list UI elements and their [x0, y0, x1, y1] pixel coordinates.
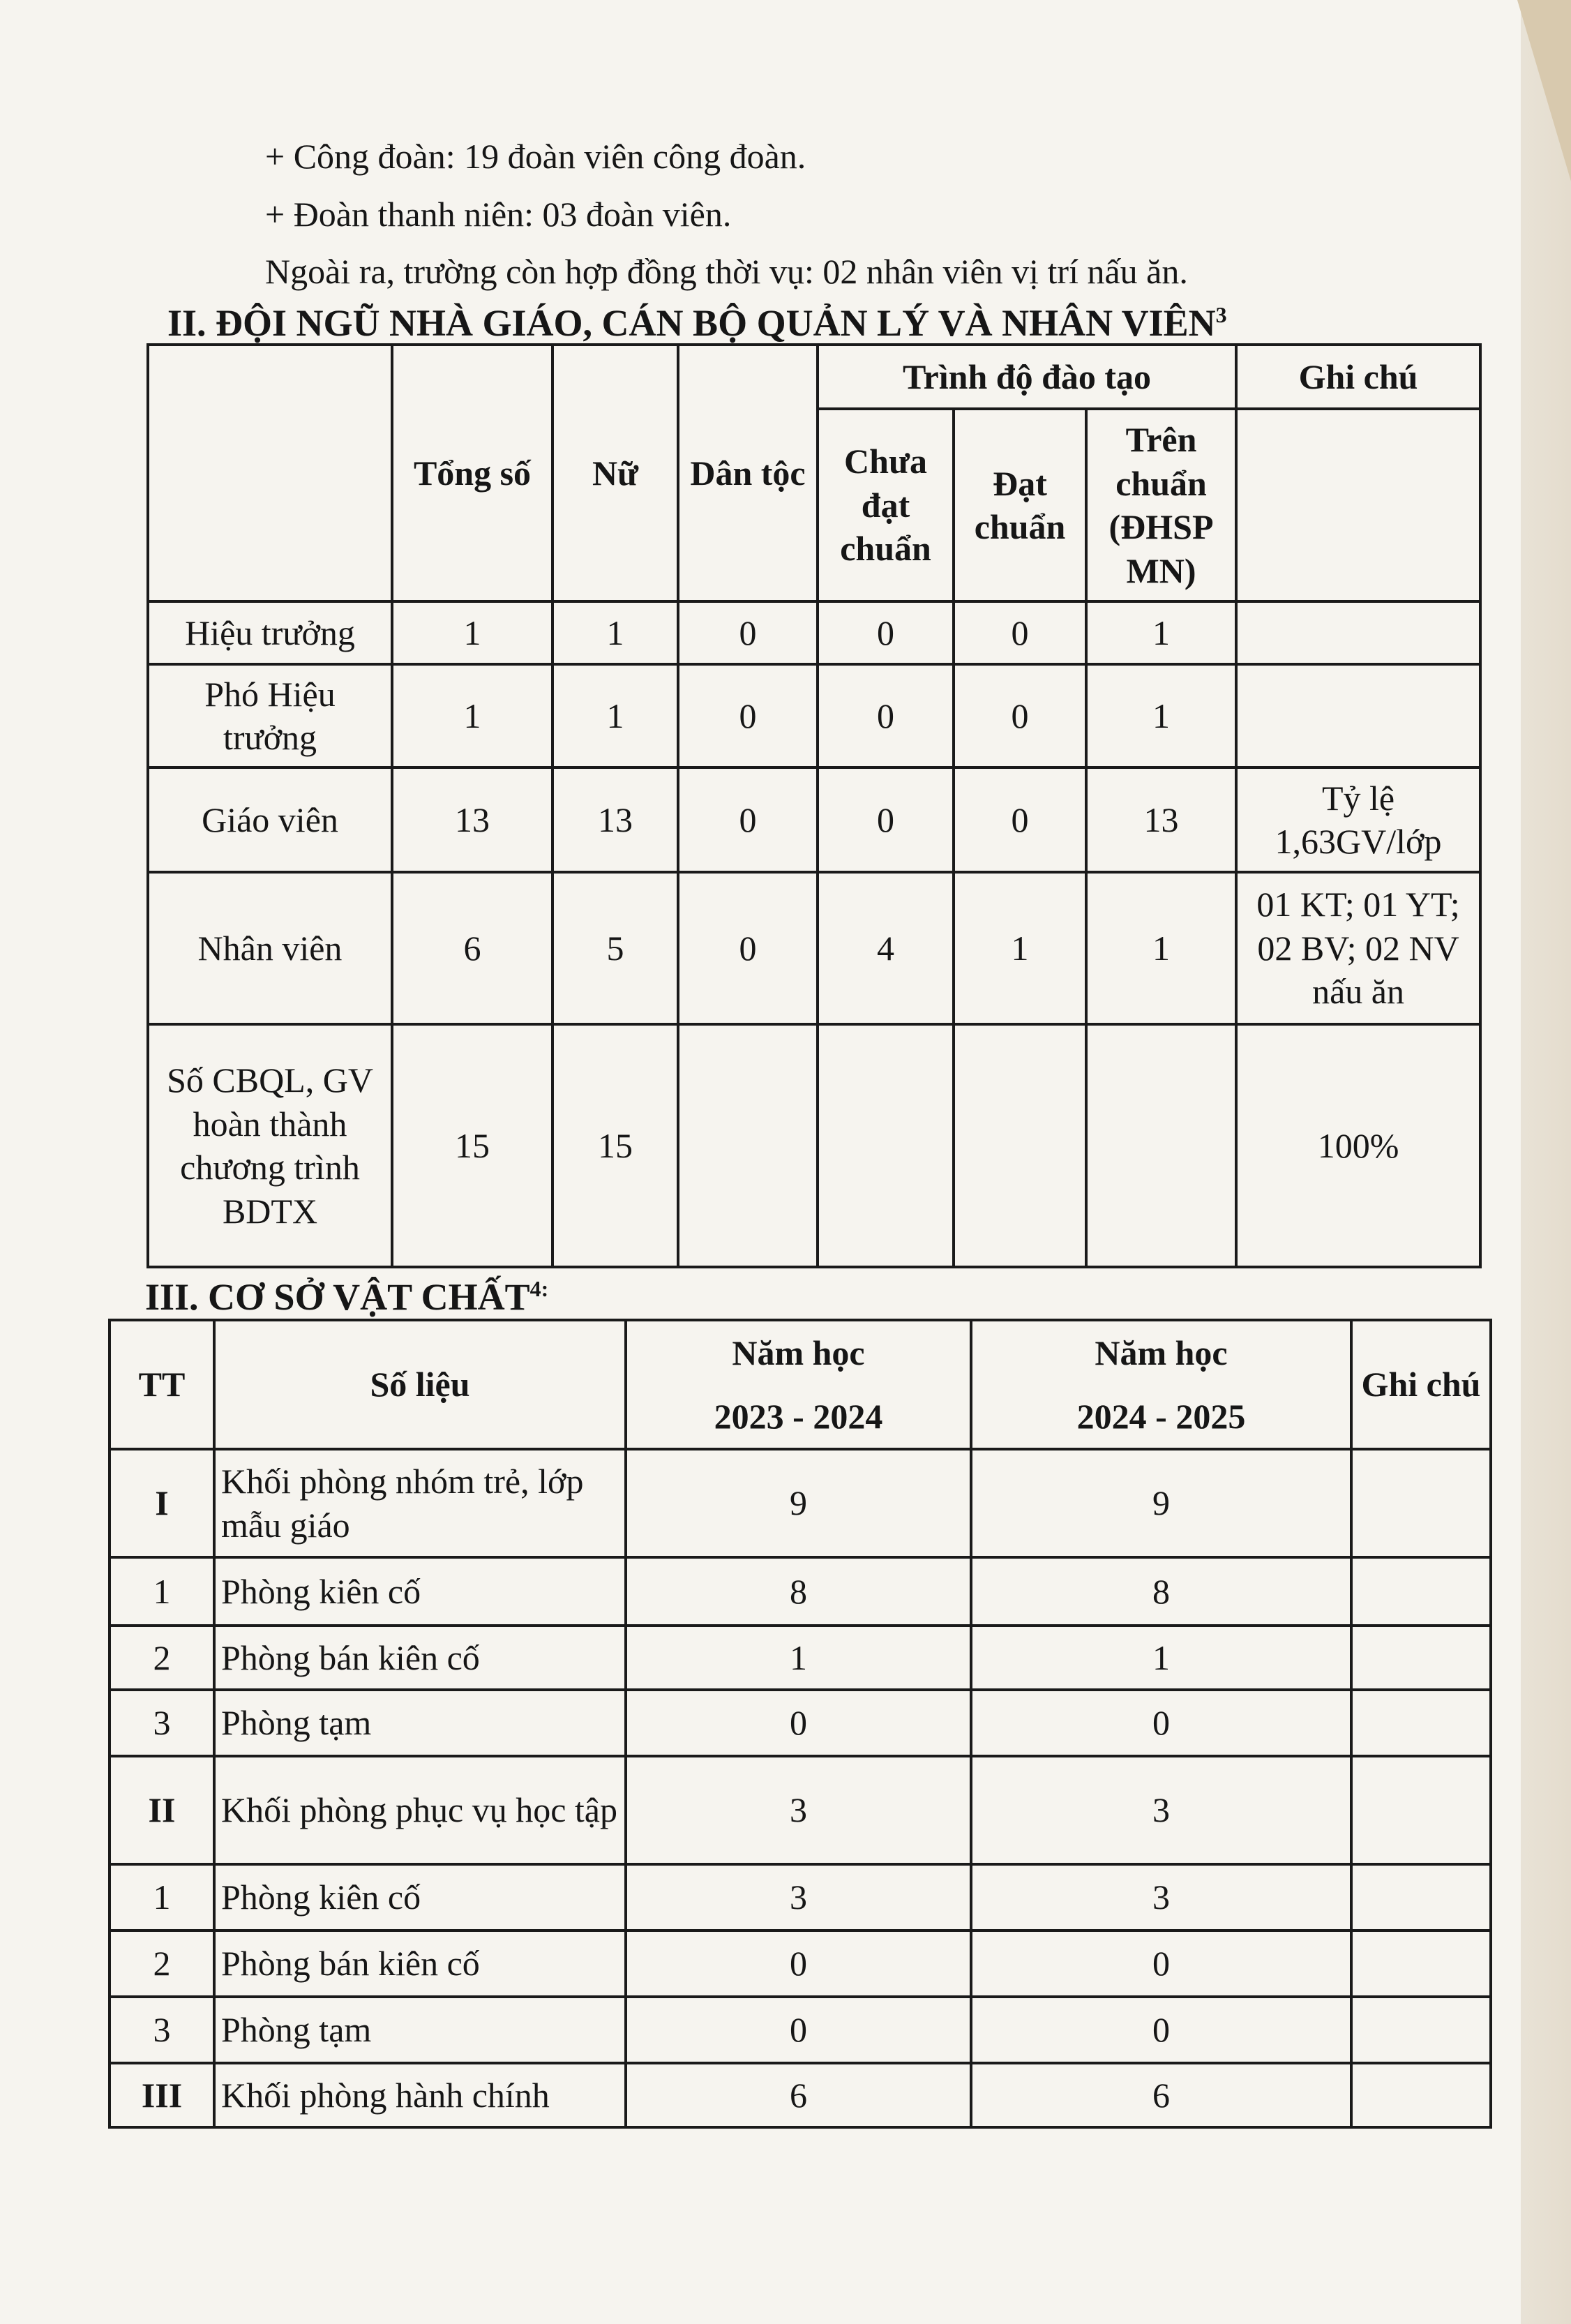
cell-not-standard: 0 [818, 601, 954, 664]
cell-note [1236, 664, 1480, 767]
cell-year-2: 3 [971, 1756, 1351, 1864]
cell-ethnic: 0 [678, 767, 818, 872]
cell-standard [954, 1024, 1086, 1267]
cell-total: 1 [392, 664, 553, 767]
year-1-label: Năm học [732, 1333, 865, 1372]
cell-ethnic: 0 [678, 872, 818, 1024]
header-training-level: Trình độ đào tạo [818, 345, 1236, 409]
cell-note [1351, 1449, 1491, 1557]
cell-year-1: 0 [626, 1997, 971, 2063]
cell-standard: 1 [954, 872, 1086, 1024]
row-label: Phó Hiệu trưởng [148, 664, 392, 767]
cell-not-standard: 4 [818, 872, 954, 1024]
cell-item: Phòng tạm [214, 1690, 626, 1756]
cell-no: 2 [110, 1626, 214, 1690]
cell-year-1: 6 [626, 2063, 971, 2127]
facilities-heading: III. CƠ SỞ VẬT CHẤT$^{4:}$ [145, 1276, 549, 1318]
cell-note [1351, 1756, 1491, 1864]
union-line: + Công đoàn: 19 đoàn viên công đoàn. [265, 137, 806, 176]
staff-heading: II. ĐỘI NGŨ NHÀ GIÁO, CÁN BỘ QUẢN LÝ VÀ NHÂN VIÊN$^3$ [167, 302, 1227, 344]
cell-item: Phòng bán kiên cố [214, 1931, 626, 1997]
row-label: Nhân viên [148, 872, 392, 1024]
header-note-blank [1236, 409, 1480, 601]
table-row [110, 2063, 1491, 2127]
cell-ethnic: 0 [678, 664, 818, 767]
cell-female: 13 [553, 767, 678, 872]
header-year-1 [626, 1320, 971, 1449]
cell-year-1: 0 [626, 1690, 971, 1756]
cell-year-2: 1 [971, 1626, 1351, 1690]
cell-total: 13 [392, 767, 553, 872]
cell-note [1236, 601, 1480, 664]
header-year-2 [971, 1320, 1351, 1449]
cell-year-1: 3 [626, 1756, 971, 1864]
extra-staff-line: Ngoài ra, trường còn hợp đồng thời vụ: 02 nhân viên vị trí nấu ăn. [265, 252, 1188, 291]
cell-year-1: 1 [626, 1626, 971, 1690]
cell-note [1351, 1997, 1491, 2063]
cell-ethnic [678, 1024, 818, 1267]
cell-item: Phòng bán kiên cố [214, 1626, 626, 1690]
cell-female: 15 [553, 1024, 678, 1267]
row-label: Số CBQL, GV hoàn thành chương trình BDTX [148, 1024, 392, 1267]
table-row [110, 1864, 1491, 1931]
cell-year-2: 3 [971, 1864, 1351, 1931]
cell-no: II [110, 1756, 214, 1864]
cell-standard: 0 [954, 601, 1086, 664]
cell-year-1: 8 [626, 1557, 971, 1626]
cell-item: Phòng tạm [214, 1997, 626, 2063]
table-row [110, 1931, 1491, 1997]
facilities-table [108, 1319, 1492, 2129]
cell-female: 1 [553, 601, 678, 664]
cell-year-1: 9 [626, 1449, 971, 1557]
cell-note: Tỷ lệ 1,63GV/lớp [1236, 767, 1480, 872]
cell-above-standard: 1 [1086, 664, 1236, 767]
staff-table [146, 343, 1482, 1268]
header-item: Số liệu [214, 1320, 626, 1449]
table-row [148, 664, 1480, 767]
cell-note [1351, 2063, 1491, 2127]
row-label: Hiệu trưởng [148, 601, 392, 664]
cell-female: 5 [553, 872, 678, 1024]
header-no: TT [110, 1320, 214, 1449]
cell-total: 6 [392, 872, 553, 1024]
year-2-range: 2024 - 2025 [1076, 1396, 1246, 1436]
header-ethnic: Dân tộc [678, 345, 818, 601]
cell-no: III [110, 2063, 214, 2127]
header-female: Nữ [553, 345, 678, 601]
cell-note [1351, 1626, 1491, 1690]
staff-footnote: 3 [1215, 302, 1227, 327]
cell-note [1351, 1690, 1491, 1756]
cell-note: 100% [1236, 1024, 1480, 1267]
header-standard: Đạt chuẩn [954, 409, 1086, 601]
cell-item: Khối phòng nhóm trẻ, lớp mẫu giáo [214, 1449, 626, 1557]
header-not-standard: Chưa đạt chuẩn [818, 409, 954, 601]
cell-year-2: 9 [971, 1449, 1351, 1557]
cell-item: Khối phòng hành chính [214, 2063, 626, 2127]
staff-header-blank [148, 345, 392, 601]
table-row [148, 1024, 1480, 1267]
facilities-footnote: 4: [529, 1276, 549, 1301]
cell-female: 1 [553, 664, 678, 767]
table-row [148, 767, 1480, 872]
cell-year-2: 6 [971, 2063, 1351, 2127]
cell-above-standard: 1 [1086, 601, 1236, 664]
cell-year-2: 0 [971, 1690, 1351, 1756]
cell-year-1: 0 [626, 1931, 971, 1997]
cell-above-standard: 1 [1086, 872, 1236, 1024]
table-row [148, 601, 1480, 664]
cell-item: Phòng kiên cố [214, 1557, 626, 1626]
cell-year-2: 0 [971, 1931, 1351, 1997]
cell-no: 3 [110, 1690, 214, 1756]
table-row [110, 1997, 1491, 2063]
row-label: Giáo viên [148, 767, 392, 872]
table-row [110, 1449, 1491, 1557]
header-note: Ghi chú [1351, 1320, 1491, 1449]
cell-no: 1 [110, 1557, 214, 1626]
table-row [110, 1557, 1491, 1626]
cell-ethnic: 0 [678, 601, 818, 664]
cell-not-standard: 0 [818, 664, 954, 767]
header-above-standard: Trên chuẩn (ĐHSP MN) [1086, 409, 1236, 601]
cell-year-2: 8 [971, 1557, 1351, 1626]
cell-year-2: 0 [971, 1997, 1351, 2063]
cell-no: 3 [110, 1997, 214, 2063]
table-row [110, 1626, 1491, 1690]
cell-not-standard: 0 [818, 767, 954, 872]
cell-no: 1 [110, 1864, 214, 1931]
cell-item: Khối phòng phục vụ học tập [214, 1756, 626, 1864]
table-row [110, 1756, 1491, 1864]
header-total: Tổng số [392, 345, 553, 601]
cell-no: I [110, 1449, 214, 1557]
cell-standard: 0 [954, 767, 1086, 872]
cell-above-standard: 13 [1086, 767, 1236, 872]
cell-note: 01 KT; 01 YT; 02 BV; 02 NV nấu ăn [1236, 872, 1480, 1024]
cell-above-standard [1086, 1024, 1236, 1267]
header-note: Ghi chú [1236, 345, 1480, 409]
cell-note [1351, 1557, 1491, 1626]
cell-standard: 0 [954, 664, 1086, 767]
cell-item: Phòng kiên cố [214, 1864, 626, 1931]
cell-note [1351, 1864, 1491, 1931]
cell-not-standard [818, 1024, 954, 1267]
cell-year-1: 3 [626, 1864, 971, 1931]
youth-line: + Đoàn thanh niên: 03 đoàn viên. [265, 195, 732, 234]
table-row [110, 1690, 1491, 1756]
year-2-label: Năm học [1095, 1333, 1228, 1372]
cell-note [1351, 1931, 1491, 1997]
table-row [148, 872, 1480, 1024]
cell-total: 1 [392, 601, 553, 664]
cell-total: 15 [392, 1024, 553, 1267]
year-1-range: 2023 - 2024 [714, 1396, 883, 1436]
cell-no: 2 [110, 1931, 214, 1997]
